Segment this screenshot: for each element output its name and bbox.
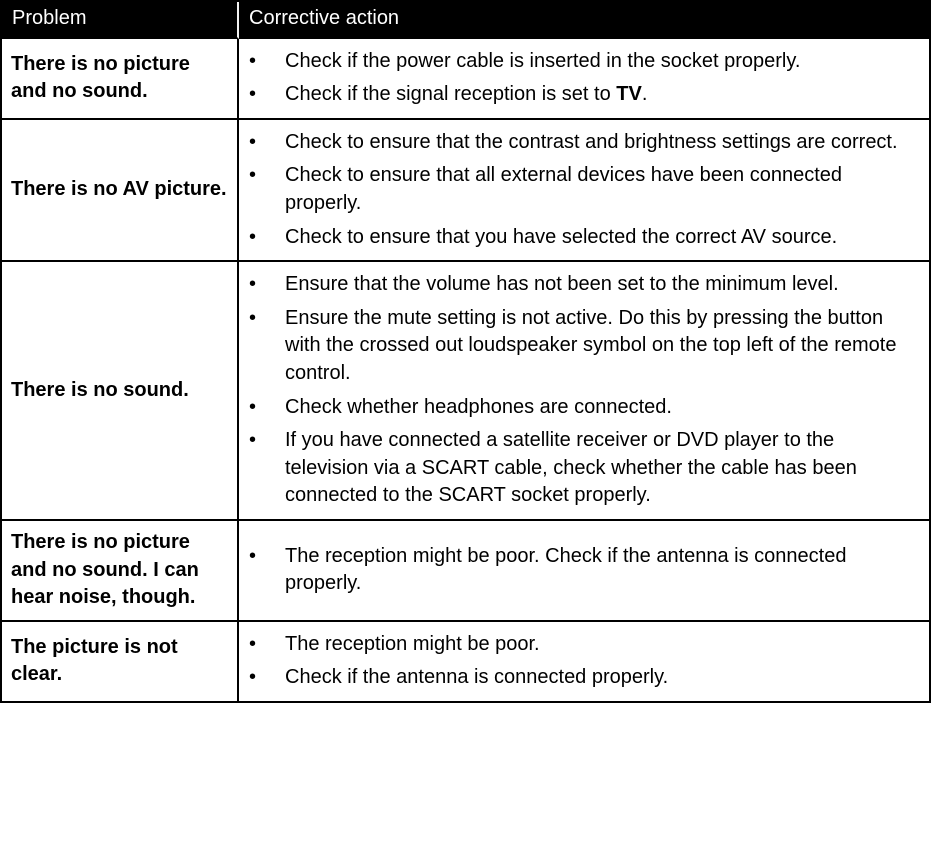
action-cell [239,262,931,521]
header-problem: Problem [2,2,239,39]
bullet-item [249,224,919,252]
bullet-item [249,394,919,422]
bullet-text: The reception might be poor. Check if the antenna is connected properly. [285,544,847,595]
bullet-item [249,427,919,510]
bullet-item [249,162,919,217]
bullet-icon: • [249,306,257,329]
bullet-icon: • [249,429,257,452]
table-header [2,2,931,39]
problem-cell: There is no picture and no sound. I can hear noise, though. [2,521,239,622]
bullet-icon: • [249,164,257,187]
bullet-list [249,271,919,510]
bullet-list [249,129,919,251]
bullet-list [249,48,919,109]
action-cell [239,39,931,120]
bullet-text: Check if the signal reception is set to TV. [285,83,648,106]
table-row [2,120,931,262]
bullet-icon: • [249,544,257,567]
table-row [2,521,931,622]
bullet-icon: • [249,130,257,153]
bullet-icon: • [249,632,257,655]
bullet-text: The reception might be poor. [285,632,540,655]
problem-cell: There is no AV picture. [2,120,239,262]
action-cell [239,120,931,262]
bullet-icon: • [249,395,257,418]
bullet-item [249,664,919,692]
action-cell [239,521,931,622]
bullet-icon: • [249,666,257,689]
bullet-item [249,129,919,157]
problem-cell: The picture is not clear. [2,622,239,703]
bullet-item [249,271,919,299]
bullet-item [249,81,919,109]
bullet-icon: • [249,225,257,248]
bullet-text: If you have connected a satellite receiver or DVD player to the television via a SCART cable, check whether the cable has been connected to the SCART socket properly. [285,429,857,507]
table-row [2,622,931,703]
bullet-text: Ensure the mute setting is not active. Do this by pressing the button with the crossed out loudspeaker symbol on the top left of the remote control. [285,306,897,384]
bullet-icon: • [249,83,257,106]
bullet-text: Check if the antenna is connected properly. [285,666,669,689]
bullet-item [249,543,919,598]
problem-cell: There is no sound. [2,262,239,521]
bullet-icon: • [249,49,257,72]
bullet-text: Check if the power cable is inserted in the socket properly. [285,49,801,72]
bullet-text: Check whether headphones are connected. [285,395,672,418]
action-cell [239,622,931,703]
bullet-icon: • [249,273,257,296]
header-corrective-action: Corrective action [239,2,931,39]
bullet-item [249,48,919,76]
bullet-text: Check to ensure that the contrast and brightness settings are correct. [285,130,898,153]
table-body [2,39,931,703]
bullet-list [249,631,919,692]
bullet-item [249,631,919,659]
problem-cell: There is no picture and no sound. [2,39,239,120]
bullet-list [249,543,919,598]
bullet-item [249,305,919,388]
header-row [2,2,931,39]
table-row [2,39,931,120]
bullet-text: Check to ensure that all external devices have been connected properly. [285,164,843,214]
bullet-text: Ensure that the volume has not been set to the minimum level. [285,273,839,296]
bullet-text: Check to ensure that you have selected the correct AV source. [285,225,838,248]
table-row [2,262,931,521]
